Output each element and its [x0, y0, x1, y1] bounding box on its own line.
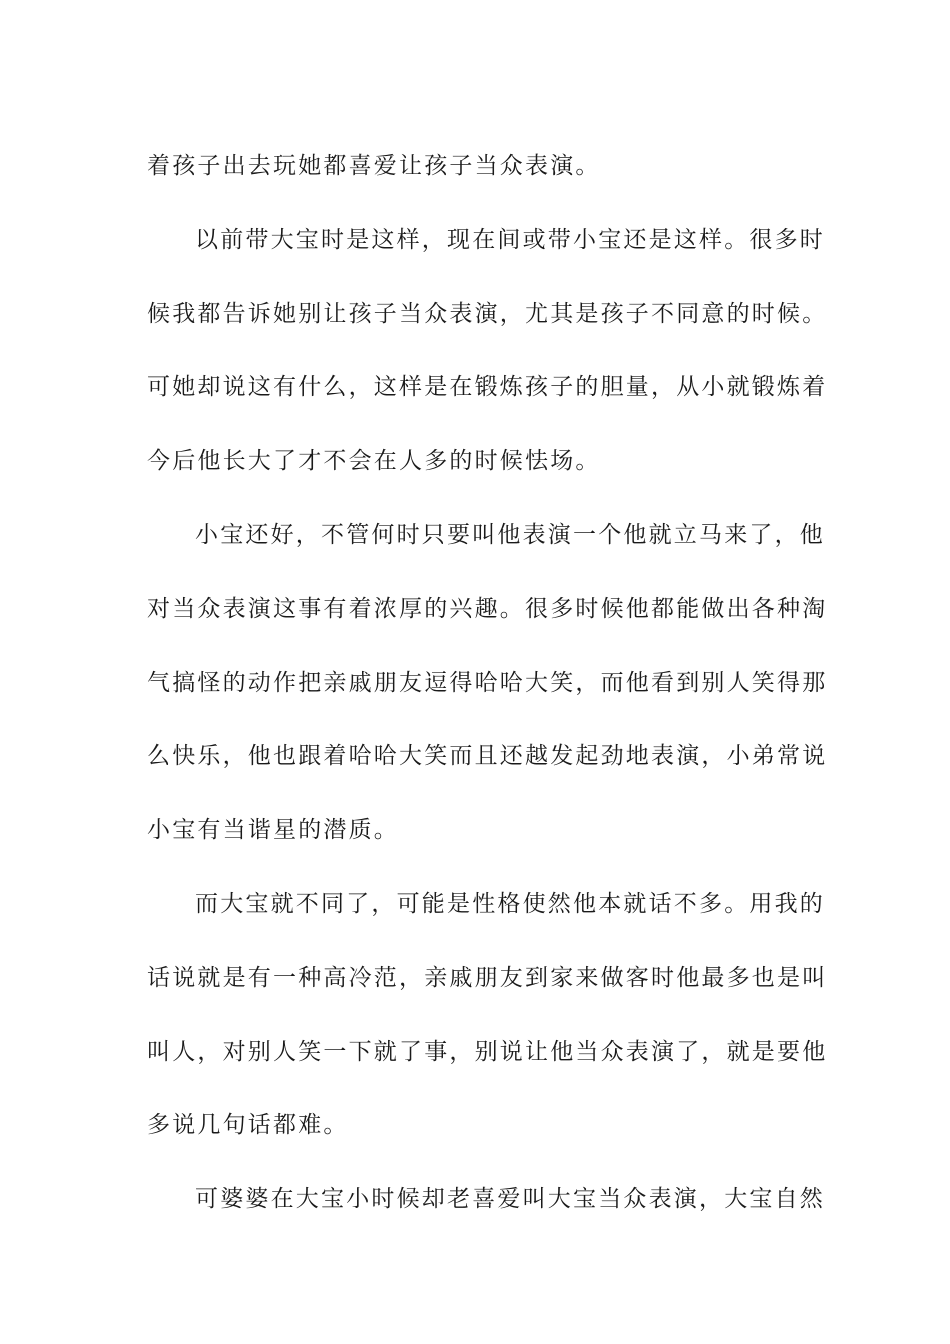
paragraph-first-line: 而大宝就不同了，可能是性格使然他本就话不多。用我的 — [195, 890, 825, 917]
paragraph-first-line: 可婆婆在大宝小时候却老喜爱叫大宝当众表演，大宝自然 — [195, 1186, 825, 1213]
text-line: 多说几句话都难。 — [147, 1112, 349, 1139]
document-body — [147, 130, 828, 1237]
text-line: 叫人，对别人笑一下就了事，别说让他当众表演了，就是要他 — [147, 1038, 828, 1065]
paragraph-first-line: 以前带大宝时是这样，现在间或带小宝还是这样。很多时 — [195, 226, 825, 253]
paragraph-first-line: 小宝还好，不管何时只要叫他表演一个他就立马来了，他 — [195, 521, 825, 548]
text-line: 么快乐，他也跟着哈哈大笑而且还越发起劲地表演，小弟常说 — [147, 743, 828, 770]
text-line: 可她却说这有什么，这样是在锻炼孩子的胆量，从小就锻炼着 — [147, 374, 828, 401]
text-line: 话说就是有一种高冷范，亲戚朋友到家来做客时他最多也是叫 — [147, 964, 828, 991]
text-line: 小宝有当谐星的潜质。 — [147, 817, 399, 844]
text-line: 今后他长大了才不会在人多的时候怯场。 — [147, 448, 601, 475]
text-line: 对当众表演这事有着浓厚的兴趣。很多时候他都能做出各种淘 — [147, 595, 828, 622]
text-line: 气搞怪的动作把亲戚朋友逗得哈哈大笑，而他看到别人笑得那 — [147, 669, 828, 696]
text-line: 着孩子出去玩她都喜爱让孩子当众表演。 — [147, 153, 601, 179]
text-line: 候我都告诉她别让孩子当众表演，尤其是孩子不同意的时候。 — [147, 300, 828, 327]
